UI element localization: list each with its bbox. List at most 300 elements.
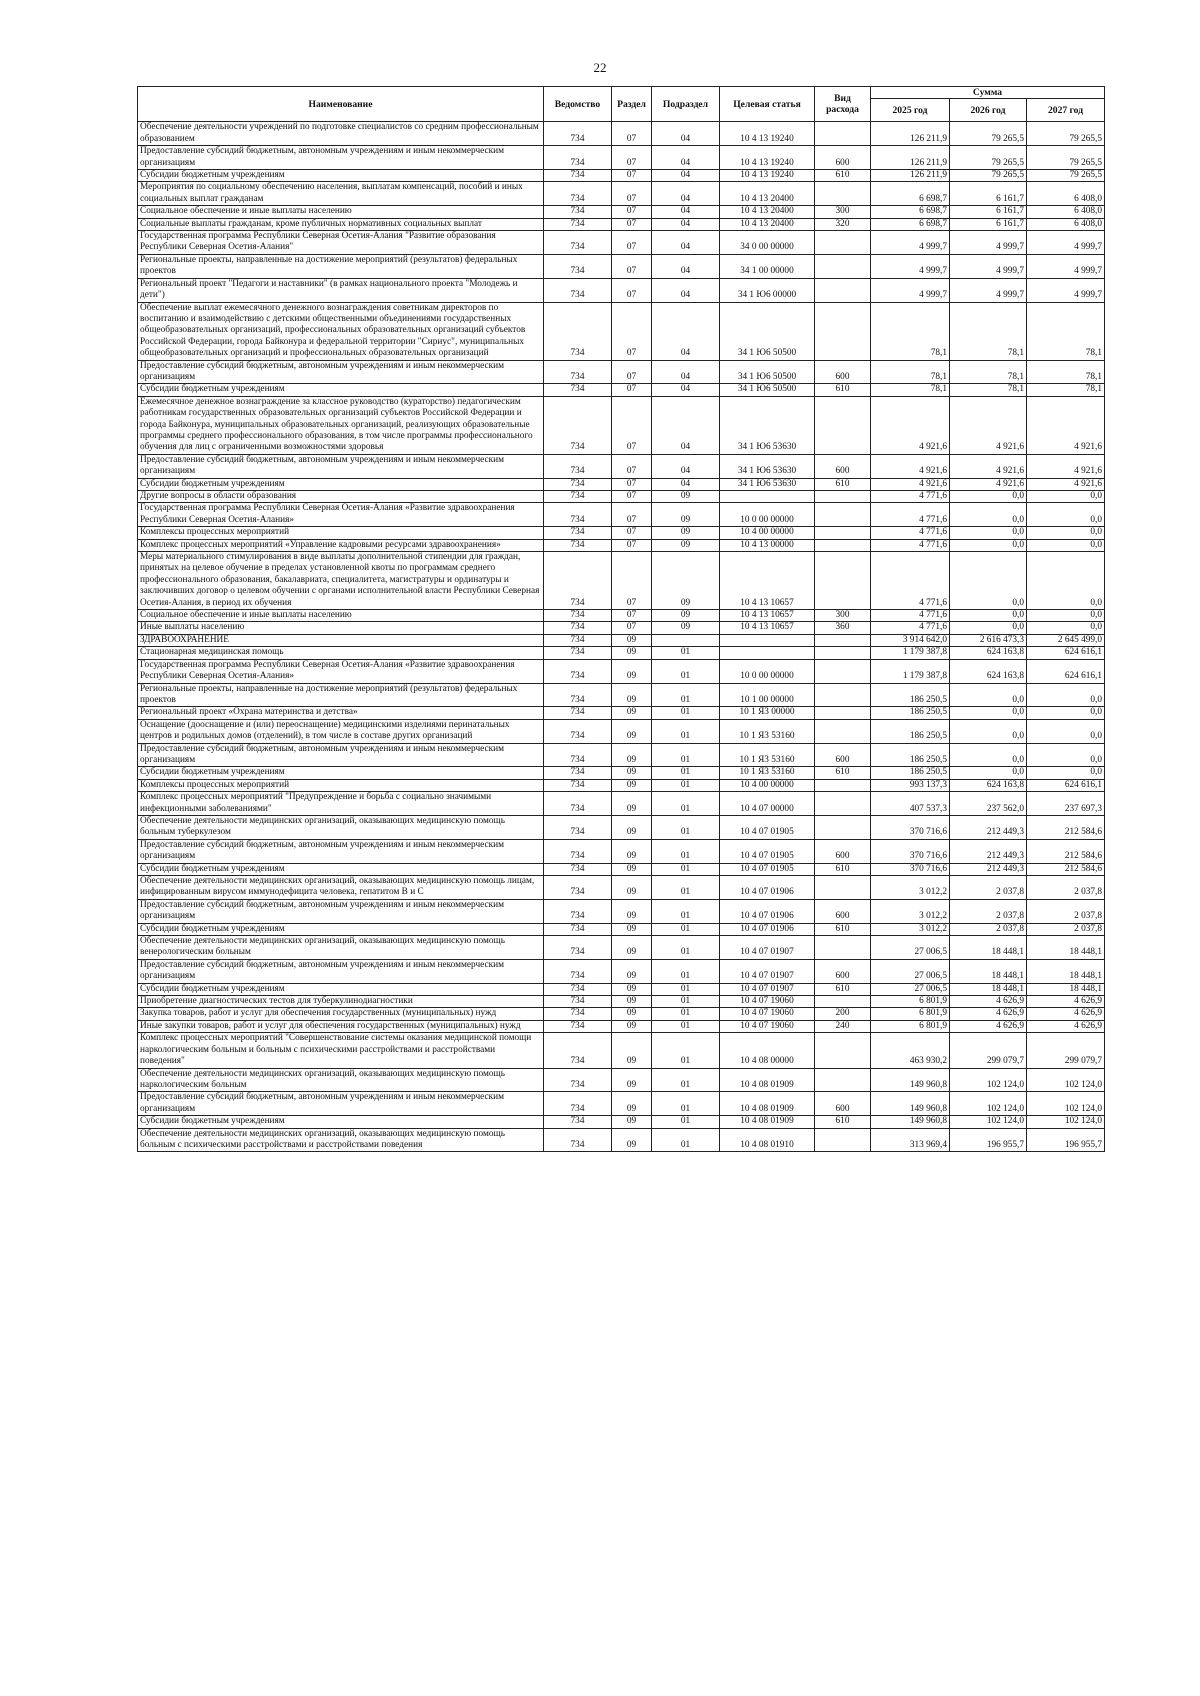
table-body bbox=[138, 122, 1105, 1152]
cell-exp-type bbox=[815, 707, 871, 719]
cell-subsection: 01 bbox=[652, 659, 720, 683]
cell-dept: 734 bbox=[544, 360, 612, 384]
cell-2026: 78,1 bbox=[950, 360, 1027, 384]
cell-exp-type bbox=[815, 552, 871, 610]
cell-name: Предоставление субсидий бюджетным, автономным учреждениям и иным некоммерческим организациям bbox=[138, 743, 544, 767]
cell-dept: 734 bbox=[544, 1116, 612, 1128]
cell-exp-type bbox=[815, 122, 871, 146]
cell-name: Субсидии бюджетным учреждениям bbox=[138, 767, 544, 779]
cell-target: 34 1 Ю6 50500 bbox=[720, 384, 815, 396]
cell-target: 10 4 07 19060 bbox=[720, 1020, 815, 1032]
cell-exp-type: 600 bbox=[815, 959, 871, 983]
table-row bbox=[138, 491, 1105, 503]
cell-exp-type: 300 bbox=[815, 610, 871, 622]
cell-section: 07 bbox=[612, 360, 652, 384]
cell-2027: 6 408,0 bbox=[1027, 218, 1105, 230]
cell-2027: 0,0 bbox=[1027, 552, 1105, 610]
cell-2027: 4 999,7 bbox=[1027, 231, 1105, 255]
cell-2027: 0,0 bbox=[1027, 491, 1105, 503]
table-row bbox=[138, 539, 1105, 551]
cell-dept: 734 bbox=[544, 839, 612, 863]
cell-2025: 27 006,5 bbox=[871, 936, 950, 960]
table-row bbox=[138, 503, 1105, 527]
table-row bbox=[138, 231, 1105, 255]
cell-2027: 0,0 bbox=[1027, 610, 1105, 622]
cell-exp-type bbox=[815, 634, 871, 646]
cell-exp-type bbox=[815, 815, 871, 839]
cell-exp-type bbox=[815, 396, 871, 454]
cell-section: 07 bbox=[612, 206, 652, 218]
cell-target: 10 1 Я3 53160 bbox=[720, 743, 815, 767]
cell-2026: 196 955,7 bbox=[950, 1128, 1027, 1152]
cell-target: 10 4 13 10657 bbox=[720, 622, 815, 634]
cell-section: 09 bbox=[612, 1116, 652, 1128]
cell-exp-type: 600 bbox=[815, 839, 871, 863]
cell-2027: 78,1 bbox=[1027, 384, 1105, 396]
table-row bbox=[138, 659, 1105, 683]
cell-2025: 186 250,5 bbox=[871, 767, 950, 779]
table-row bbox=[138, 936, 1105, 960]
cell-target: 10 4 00 00000 bbox=[720, 527, 815, 539]
cell-target: 34 1 00 00000 bbox=[720, 254, 815, 278]
cell-2025: 370 716,6 bbox=[871, 839, 950, 863]
cell-2026: 0,0 bbox=[950, 683, 1027, 707]
table-row bbox=[138, 1008, 1105, 1020]
cell-name: Предоставление субсидий бюджетным, автономным учреждениям и иным некоммерческим организациям bbox=[138, 899, 544, 923]
cell-subsection: 09 bbox=[652, 622, 720, 634]
cell-2027: 299 079,7 bbox=[1027, 1033, 1105, 1068]
table-row bbox=[138, 622, 1105, 634]
cell-name: Региональные проекты, направленные на достижение мероприятий (результатов) федеральных проектов bbox=[138, 683, 544, 707]
cell-2026: 212 449,3 bbox=[950, 863, 1027, 875]
cell-dept: 734 bbox=[544, 170, 612, 182]
cell-exp-type bbox=[815, 527, 871, 539]
header-dept: Ведомство bbox=[544, 87, 612, 122]
cell-2026: 2 616 473,3 bbox=[950, 634, 1027, 646]
cell-2026: 18 448,1 bbox=[950, 959, 1027, 983]
cell-2027: 4 626,9 bbox=[1027, 1020, 1105, 1032]
cell-name: Иные выплаты населению bbox=[138, 622, 544, 634]
cell-2026: 0,0 bbox=[950, 622, 1027, 634]
cell-2026: 4 921,6 bbox=[950, 478, 1027, 490]
cell-exp-type: 610 bbox=[815, 923, 871, 935]
cell-2025: 4 999,7 bbox=[871, 278, 950, 302]
cell-exp-type bbox=[815, 647, 871, 659]
cell-2025: 6 698,7 bbox=[871, 218, 950, 230]
cell-name: Предоставление субсидий бюджетным, автономным учреждениям и иным некоммерческим организациям bbox=[138, 839, 544, 863]
table-row bbox=[138, 1033, 1105, 1068]
cell-2027: 79 265,5 bbox=[1027, 170, 1105, 182]
cell-exp-type bbox=[815, 539, 871, 551]
cell-target: 10 4 07 01906 bbox=[720, 923, 815, 935]
cell-2026: 4 921,6 bbox=[950, 396, 1027, 454]
cell-exp-type bbox=[815, 876, 871, 900]
cell-2026: 237 562,0 bbox=[950, 792, 1027, 816]
table-row bbox=[138, 302, 1105, 360]
cell-section: 07 bbox=[612, 254, 652, 278]
cell-2026: 0,0 bbox=[950, 610, 1027, 622]
table-row bbox=[138, 767, 1105, 779]
cell-exp-type: 360 bbox=[815, 622, 871, 634]
cell-section: 07 bbox=[612, 278, 652, 302]
cell-dept: 734 bbox=[544, 454, 612, 478]
cell-2025: 370 716,6 bbox=[871, 815, 950, 839]
cell-target: 10 4 00 00000 bbox=[720, 779, 815, 791]
cell-section: 09 bbox=[612, 1068, 652, 1092]
table-row bbox=[138, 1092, 1105, 1116]
cell-exp-type: 200 bbox=[815, 1008, 871, 1020]
cell-2025: 3 914 642,0 bbox=[871, 634, 950, 646]
cell-dept: 734 bbox=[544, 122, 612, 146]
cell-section: 07 bbox=[612, 231, 652, 255]
cell-dept: 734 bbox=[544, 1128, 612, 1152]
table-row bbox=[138, 815, 1105, 839]
cell-2027: 79 265,5 bbox=[1027, 122, 1105, 146]
cell-name: Предоставление субсидий бюджетным, автономным учреждениям и иным некоммерческим организациям bbox=[138, 146, 544, 170]
cell-name: Комплекс процессных мероприятий "Предупреждение и борьба с социально значимыми инфекционными заболеваниями" bbox=[138, 792, 544, 816]
cell-2025: 3 012,2 bbox=[871, 876, 950, 900]
cell-2025: 149 960,8 bbox=[871, 1068, 950, 1092]
table-row bbox=[138, 983, 1105, 995]
table-row bbox=[138, 996, 1105, 1008]
cell-name: Комплекс процессных мероприятий «Управление кадровыми ресурсами здравоохранения» bbox=[138, 539, 544, 551]
cell-2027: 196 955,7 bbox=[1027, 1128, 1105, 1152]
cell-2027: 0,0 bbox=[1027, 622, 1105, 634]
cell-exp-type: 600 bbox=[815, 146, 871, 170]
cell-exp-type: 300 bbox=[815, 206, 871, 218]
cell-section: 09 bbox=[612, 899, 652, 923]
cell-section: 07 bbox=[612, 122, 652, 146]
cell-2027: 0,0 bbox=[1027, 503, 1105, 527]
cell-dept: 734 bbox=[544, 719, 612, 743]
cell-dept: 734 bbox=[544, 659, 612, 683]
cell-dept: 734 bbox=[544, 767, 612, 779]
cell-2027: 4 921,6 bbox=[1027, 454, 1105, 478]
cell-exp-type: 600 bbox=[815, 899, 871, 923]
table-row bbox=[138, 719, 1105, 743]
cell-target: 10 4 13 00000 bbox=[720, 539, 815, 551]
cell-dept: 734 bbox=[544, 182, 612, 206]
cell-dept: 734 bbox=[544, 552, 612, 610]
cell-subsection: 01 bbox=[652, 863, 720, 875]
cell-2026: 212 449,3 bbox=[950, 815, 1027, 839]
cell-2026: 0,0 bbox=[950, 527, 1027, 539]
cell-target: 10 4 07 01907 bbox=[720, 983, 815, 995]
cell-subsection: 01 bbox=[652, 743, 720, 767]
cell-2026: 212 449,3 bbox=[950, 839, 1027, 863]
cell-2026: 18 448,1 bbox=[950, 936, 1027, 960]
cell-subsection: 01 bbox=[652, 647, 720, 659]
cell-exp-type: 610 bbox=[815, 170, 871, 182]
cell-2027: 237 697,3 bbox=[1027, 792, 1105, 816]
cell-2026: 6 161,7 bbox=[950, 218, 1027, 230]
cell-target: 10 4 08 01909 bbox=[720, 1092, 815, 1116]
cell-section: 07 bbox=[612, 478, 652, 490]
cell-section: 09 bbox=[612, 815, 652, 839]
cell-2027: 2 645 499,0 bbox=[1027, 634, 1105, 646]
cell-section: 09 bbox=[612, 959, 652, 983]
cell-target: 10 4 08 01909 bbox=[720, 1116, 815, 1128]
cell-name: Обеспечение деятельности медицинских организаций, оказывающих медицинскую помощь больным с психическими расстройствами и расстройствами поведения bbox=[138, 1128, 544, 1152]
cell-section: 09 bbox=[612, 996, 652, 1008]
cell-2027: 4 921,6 bbox=[1027, 396, 1105, 454]
cell-name: Стационарная медицинская помощь bbox=[138, 647, 544, 659]
cell-target: 34 0 00 00000 bbox=[720, 231, 815, 255]
cell-subsection: 04 bbox=[652, 302, 720, 360]
cell-2025: 4 921,6 bbox=[871, 396, 950, 454]
cell-2026: 4 626,9 bbox=[950, 996, 1027, 1008]
cell-2027: 79 265,5 bbox=[1027, 146, 1105, 170]
table-row bbox=[138, 743, 1105, 767]
header-target: Целевая статья bbox=[720, 87, 815, 122]
cell-2027: 624 616,1 bbox=[1027, 647, 1105, 659]
cell-target: 10 4 07 19060 bbox=[720, 1008, 815, 1020]
cell-name: Государственная программа Республики Северная Осетия-Алания «Развитие здравоохранения Республики Северная Осетия-Алания» bbox=[138, 503, 544, 527]
cell-2027: 4 626,9 bbox=[1027, 1008, 1105, 1020]
cell-section: 09 bbox=[612, 634, 652, 646]
cell-2025: 4 921,6 bbox=[871, 478, 950, 490]
cell-name: Субсидии бюджетным учреждениям bbox=[138, 863, 544, 875]
cell-name: Мероприятия по социальному обеспечению населения, выплатам компенсаций, пособий и иных социальных выплат гражданам bbox=[138, 182, 544, 206]
cell-target bbox=[720, 491, 815, 503]
cell-subsection: 01 bbox=[652, 1092, 720, 1116]
cell-section: 07 bbox=[612, 384, 652, 396]
cell-2025: 126 211,9 bbox=[871, 146, 950, 170]
table-row bbox=[138, 396, 1105, 454]
cell-target: 10 1 Я3 53160 bbox=[720, 719, 815, 743]
cell-2025: 186 250,5 bbox=[871, 707, 950, 719]
cell-subsection: 01 bbox=[652, 936, 720, 960]
cell-2027: 78,1 bbox=[1027, 302, 1105, 360]
cell-2025: 4 771,6 bbox=[871, 552, 950, 610]
cell-subsection: 04 bbox=[652, 478, 720, 490]
cell-2025: 149 960,8 bbox=[871, 1092, 950, 1116]
header-2027: 2027 год bbox=[1027, 99, 1105, 122]
header-exp-type: Вид расхода bbox=[815, 87, 871, 122]
cell-subsection: 09 bbox=[652, 503, 720, 527]
cell-subsection: 09 bbox=[652, 527, 720, 539]
cell-name: Обеспечение деятельности медицинских организаций, оказывающих медицинскую помощь лицам, инфицированным вирусом иммунодефицита человека, гепатитом В и С bbox=[138, 876, 544, 900]
cell-subsection: 04 bbox=[652, 254, 720, 278]
cell-dept: 734 bbox=[544, 302, 612, 360]
cell-target: 10 4 07 01906 bbox=[720, 876, 815, 900]
cell-2027: 4 921,6 bbox=[1027, 478, 1105, 490]
cell-exp-type bbox=[815, 254, 871, 278]
cell-exp-type: 320 bbox=[815, 218, 871, 230]
cell-target: 10 4 07 00000 bbox=[720, 792, 815, 816]
cell-2025: 186 250,5 bbox=[871, 743, 950, 767]
cell-name: Социальное обеспечение и иные выплаты населению bbox=[138, 610, 544, 622]
cell-section: 07 bbox=[612, 491, 652, 503]
cell-name: Субсидии бюджетным учреждениям bbox=[138, 384, 544, 396]
cell-target: 10 4 13 20400 bbox=[720, 218, 815, 230]
cell-target: 10 4 07 01907 bbox=[720, 936, 815, 960]
cell-2027: 2 037,8 bbox=[1027, 923, 1105, 935]
cell-dept: 734 bbox=[544, 278, 612, 302]
cell-name: Другие вопросы в области образования bbox=[138, 491, 544, 503]
cell-section: 09 bbox=[612, 647, 652, 659]
cell-name: Комплексы процессных мероприятий bbox=[138, 779, 544, 791]
cell-2027: 18 448,1 bbox=[1027, 959, 1105, 983]
cell-section: 07 bbox=[612, 539, 652, 551]
cell-subsection bbox=[652, 634, 720, 646]
cell-section: 09 bbox=[612, 779, 652, 791]
table-row bbox=[138, 876, 1105, 900]
cell-dept: 734 bbox=[544, 1020, 612, 1032]
table-row bbox=[138, 779, 1105, 791]
cell-dept: 734 bbox=[544, 743, 612, 767]
cell-2027: 0,0 bbox=[1027, 527, 1105, 539]
cell-dept: 734 bbox=[544, 1033, 612, 1068]
cell-section: 09 bbox=[612, 876, 652, 900]
cell-2026: 0,0 bbox=[950, 539, 1027, 551]
cell-2027: 0,0 bbox=[1027, 707, 1105, 719]
cell-subsection: 04 bbox=[652, 170, 720, 182]
cell-2026: 4 999,7 bbox=[950, 278, 1027, 302]
cell-name: Обеспечение деятельности медицинских организаций, оказывающих медицинскую помощь наркологическим больным bbox=[138, 1068, 544, 1092]
cell-section: 07 bbox=[612, 622, 652, 634]
cell-2026: 0,0 bbox=[950, 552, 1027, 610]
table-row bbox=[138, 634, 1105, 646]
cell-target bbox=[720, 634, 815, 646]
cell-subsection: 04 bbox=[652, 182, 720, 206]
cell-2025: 27 006,5 bbox=[871, 983, 950, 995]
cell-subsection: 01 bbox=[652, 779, 720, 791]
cell-2027: 4 999,7 bbox=[1027, 254, 1105, 278]
cell-2027: 4 626,9 bbox=[1027, 996, 1105, 1008]
cell-2027: 4 999,7 bbox=[1027, 278, 1105, 302]
cell-section: 07 bbox=[612, 552, 652, 610]
cell-dept: 734 bbox=[544, 1068, 612, 1092]
table-row bbox=[138, 1116, 1105, 1128]
table-row bbox=[138, 959, 1105, 983]
cell-2025: 126 211,9 bbox=[871, 170, 950, 182]
cell-target bbox=[720, 647, 815, 659]
cell-subsection: 01 bbox=[652, 1128, 720, 1152]
cell-name: Предоставление субсидий бюджетным, автономным учреждениям и иным некоммерческим организациям bbox=[138, 454, 544, 478]
budget-table bbox=[137, 86, 1105, 1152]
cell-2026: 2 037,8 bbox=[950, 899, 1027, 923]
cell-subsection: 09 bbox=[652, 539, 720, 551]
cell-subsection: 04 bbox=[652, 231, 720, 255]
cell-dept: 734 bbox=[544, 146, 612, 170]
cell-name: Обеспечение деятельности учреждений по подготовке специалистов со средним профессиональным образованием bbox=[138, 122, 544, 146]
cell-exp-type bbox=[815, 792, 871, 816]
cell-2025: 1 179 387,8 bbox=[871, 647, 950, 659]
cell-dept: 734 bbox=[544, 527, 612, 539]
cell-section: 07 bbox=[612, 503, 652, 527]
cell-2025: 313 969,4 bbox=[871, 1128, 950, 1152]
header-2025: 2025 год bbox=[871, 99, 950, 122]
cell-name: Иные закупки товаров, работ и услуг для обеспечения государственных (муниципальных) нужд bbox=[138, 1020, 544, 1032]
cell-2026: 299 079,7 bbox=[950, 1033, 1027, 1068]
cell-2025: 3 012,2 bbox=[871, 899, 950, 923]
cell-2026: 624 163,8 bbox=[950, 779, 1027, 791]
cell-target: 10 4 13 19240 bbox=[720, 146, 815, 170]
cell-target: 10 4 13 19240 bbox=[720, 122, 815, 146]
cell-exp-type bbox=[815, 936, 871, 960]
header-2026: 2026 год bbox=[950, 99, 1027, 122]
cell-subsection: 01 bbox=[652, 792, 720, 816]
cell-target: 10 4 13 20400 bbox=[720, 182, 815, 206]
cell-subsection: 01 bbox=[652, 683, 720, 707]
cell-exp-type: 600 bbox=[815, 1092, 871, 1116]
cell-section: 07 bbox=[612, 454, 652, 478]
header-section: Раздел bbox=[612, 87, 652, 122]
cell-target: 10 4 08 00000 bbox=[720, 1033, 815, 1068]
table-row bbox=[138, 839, 1105, 863]
cell-subsection: 01 bbox=[652, 996, 720, 1008]
cell-subsection: 01 bbox=[652, 1068, 720, 1092]
cell-2025: 149 960,8 bbox=[871, 1116, 950, 1128]
table-row bbox=[138, 707, 1105, 719]
cell-exp-type: 600 bbox=[815, 360, 871, 384]
cell-2025: 6 801,9 bbox=[871, 1008, 950, 1020]
cell-section: 09 bbox=[612, 683, 652, 707]
cell-exp-type: 610 bbox=[815, 1116, 871, 1128]
cell-target: 34 1 Ю6 53630 bbox=[720, 396, 815, 454]
cell-section: 09 bbox=[612, 839, 652, 863]
cell-2027: 6 408,0 bbox=[1027, 206, 1105, 218]
cell-2027: 212 584,6 bbox=[1027, 839, 1105, 863]
cell-subsection: 01 bbox=[652, 707, 720, 719]
cell-dept: 734 bbox=[544, 478, 612, 490]
cell-subsection: 04 bbox=[652, 278, 720, 302]
cell-2025: 993 137,3 bbox=[871, 779, 950, 791]
cell-name: Предоставление субсидий бюджетным, автономным учреждениям и иным некоммерческим организациям bbox=[138, 360, 544, 384]
cell-exp-type: 610 bbox=[815, 767, 871, 779]
cell-section: 07 bbox=[612, 396, 652, 454]
cell-dept: 734 bbox=[544, 707, 612, 719]
cell-target: 10 1 Я3 53160 bbox=[720, 767, 815, 779]
cell-exp-type bbox=[815, 779, 871, 791]
cell-subsection: 01 bbox=[652, 923, 720, 935]
cell-section: 09 bbox=[612, 659, 652, 683]
cell-2027: 0,0 bbox=[1027, 719, 1105, 743]
cell-exp-type: 610 bbox=[815, 863, 871, 875]
header-sum: Сумма bbox=[871, 87, 1105, 99]
cell-2025: 463 930,2 bbox=[871, 1033, 950, 1068]
cell-2025: 4 999,7 bbox=[871, 231, 950, 255]
cell-section: 09 bbox=[612, 792, 652, 816]
table-row bbox=[138, 146, 1105, 170]
cell-2026: 18 448,1 bbox=[950, 983, 1027, 995]
cell-section: 09 bbox=[612, 936, 652, 960]
cell-exp-type bbox=[815, 1068, 871, 1092]
cell-2027: 0,0 bbox=[1027, 683, 1105, 707]
cell-subsection: 04 bbox=[652, 396, 720, 454]
table-row bbox=[138, 218, 1105, 230]
cell-2026: 79 265,5 bbox=[950, 170, 1027, 182]
cell-2025: 4 999,7 bbox=[871, 254, 950, 278]
cell-name: Меры материального стимулирования в виде выплаты дополнительной стипендии для граждан, принятых на целевое обучение в пределах установленной квоты по программам среднего профессионального образования, бакалавриата, специалитета, магистратуры и ординатуры и заключивших договор о целевом обучении с органами исполнительной власти Республики Северная Осетия-Алания, в период их обучения bbox=[138, 552, 544, 610]
cell-subsection: 04 bbox=[652, 360, 720, 384]
header-subsection: Подраздел bbox=[652, 87, 720, 122]
cell-name: Субсидии бюджетным учреждениям bbox=[138, 923, 544, 935]
cell-dept: 734 bbox=[544, 647, 612, 659]
cell-name: Субсидии бюджетным учреждениям bbox=[138, 1116, 544, 1128]
page-number: 22 bbox=[593, 60, 607, 75]
cell-dept: 734 bbox=[544, 899, 612, 923]
cell-2026: 0,0 bbox=[950, 767, 1027, 779]
cell-2025: 4 771,6 bbox=[871, 527, 950, 539]
cell-exp-type bbox=[815, 659, 871, 683]
table-row bbox=[138, 792, 1105, 816]
cell-2026: 78,1 bbox=[950, 302, 1027, 360]
cell-2026: 4 626,9 bbox=[950, 1008, 1027, 1020]
cell-2026: 2 037,8 bbox=[950, 923, 1027, 935]
table-row bbox=[138, 170, 1105, 182]
